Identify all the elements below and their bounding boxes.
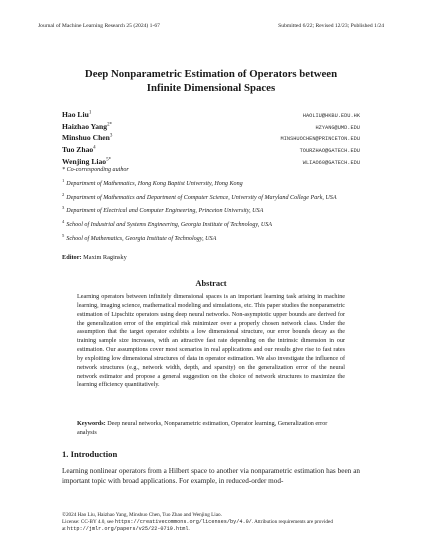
journal-citation: Journal of Machine Learning Research 25 (2024) 1-67 — [38, 23, 160, 29]
author-row — [62, 133, 360, 145]
affiliation-list — [62, 166, 367, 246]
author-email[interactable]: TOURZHAO@GATECH.EDU — [299, 148, 360, 155]
intro-text: Learning nonlinear operators from a Hilbert space to another via nonparametric estimation has been an important topic with broad applications. For example, in reduced-order mod- — [62, 467, 360, 486]
affiliation-mark: 2 — [62, 191, 65, 197]
author-mark: 3 — [109, 133, 113, 139]
affiliation-text: School of Mathematics, Georgia Institute of Technology, USA — [66, 236, 217, 243]
author-list — [62, 110, 360, 168]
affiliation-mark: 3 — [62, 205, 65, 211]
license-suffix: . Attribution requirements are provided — [251, 519, 333, 526]
submission-dates: Submitted 6/22; Revised 12/23; Published 1/24 — [278, 23, 384, 29]
running-header — [38, 23, 384, 29]
affiliation-mark: 1 — [62, 177, 65, 183]
editor-name: Maxim Raginsky — [83, 254, 127, 261]
license-line — [62, 519, 360, 526]
title-line-1: Deep Nonparametric Estimation of Operators between — [84, 68, 338, 80]
abstract-heading: Abstract — [195, 279, 227, 288]
author-row — [62, 110, 360, 122]
author-name: Tuo Zhao — [62, 145, 94, 155]
keywords — [77, 420, 345, 438]
editor-line — [62, 254, 127, 261]
affiliation-text: Department of Mathematics, Hong Kong Baptist University, Hong Kong — [66, 180, 243, 187]
author-name: Minshuo Chen — [62, 133, 110, 143]
affiliation-text: Department of Electrical and Computer Engineering, Princeton University, USA — [66, 208, 264, 215]
author-row — [62, 122, 360, 134]
affiliation-mark: 4 — [62, 219, 65, 225]
paper-title — [0, 67, 422, 95]
copyright-line: ©2024 Hao Liu, Haizhao Yang, Minshuo Chen, Tuo Zhao and Wenjing Liao. — [62, 512, 222, 518]
author-email[interactable]: WLIAO60@GATECH.EDU — [302, 159, 360, 166]
keywords-text: Deep neural networks, Nonparametric estimation, Operator learning, Generalization error analysis — [77, 421, 328, 436]
attribution-line — [62, 526, 360, 533]
author-name: Haizhao Yang — [62, 121, 108, 131]
license-link[interactable]: https://creativecommons.org/licenses/by/4.0/ — [114, 519, 252, 526]
author-name: Hao Liu — [62, 110, 89, 119]
license-prefix: License: CC-BY 4.0, see — [62, 519, 115, 526]
author-mark: 5* — [106, 157, 112, 163]
section-heading: 1. Introduction — [62, 449, 118, 459]
author-mark: 1 — [88, 110, 92, 116]
attribution-suffix: . — [188, 526, 190, 533]
attribution-prefix: at — [62, 526, 68, 533]
author-mark: 2* — [107, 122, 113, 128]
page-footer — [62, 512, 360, 534]
affiliation-mark: 5 — [62, 233, 65, 239]
editor-label: Editor: — [62, 254, 82, 261]
author-row — [62, 145, 360, 157]
attribution-link[interactable]: http://jmlr.org/papers/v25/22-0719.html — [67, 526, 189, 533]
corresponding-note: * Co-corresponding author — [62, 167, 129, 173]
author-email[interactable]: HAOLIU@HKBU.EDU.HK — [302, 113, 360, 119]
affiliation — [62, 232, 367, 244]
title-line-2: Infinite Dimensional Spaces — [146, 82, 276, 94]
affiliation — [62, 204, 367, 216]
author-email[interactable]: MINSHUOCHEN@PRINCETON.EDU — [280, 136, 360, 143]
author-name: Wenjing Liao — [62, 156, 107, 166]
affiliation — [62, 218, 367, 230]
affiliation-text: School of Industrial and Systems Engineering, Georgia Institute of Technology, USA — [66, 222, 272, 229]
affiliation-text: Department of Mathematics and Department of Computer Science, University of Maryland College Park, USA — [66, 194, 337, 201]
author-email[interactable]: HZYANG@UMD.EDU — [315, 124, 360, 131]
affiliation — [62, 177, 367, 189]
abstract-text: Learning operators between infinitely dimensional spaces is an important learning task arising in machine learning, imaging science, mathematical modeling and simulations, etc. This paper studies the nonparametric estimation of Lipschitz operators using deep neural networks. Non-asymptotic upper bounds are derived for the generalization error of the empirical risk minimizer over a properly chosen network class. Under the assumption that the target operator exhibits a low dimensional structure, our error bounds decay as the training sample size increases, with an attractive fast rate depending on the intrinsic dimension in our estimation. Our assumptions cover most scenarios in real applications and our results give rise to fast rates by exploiting low dimensional structures of data in operator estimation. We also investigate the influence of network structures (e.g., network width, depth, and sparsity) on the generalization error of the neural network estimator and propose a general suggestion on the choice of network structures to maximize the learning efficiency quantitatively. — [77, 294, 345, 389]
author-mark: 4 — [93, 145, 96, 151]
keywords-label: Keywords: — [77, 421, 106, 427]
affiliation — [62, 191, 367, 203]
